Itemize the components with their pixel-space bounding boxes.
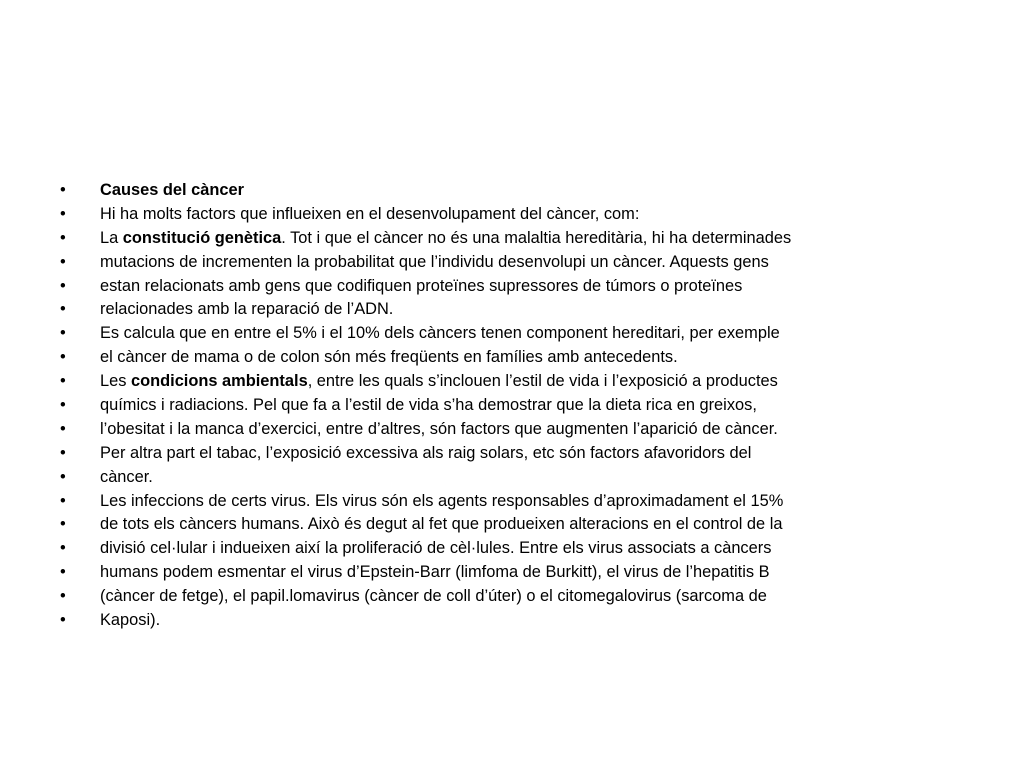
bullet-item (60, 298, 1000, 322)
bullet-text (100, 537, 771, 561)
bullet-item (60, 537, 1000, 561)
bullet-icon: • (60, 443, 66, 462)
text-segment: de tots els càncers humans. Això és degut al fet que produeixen alteracions en el control de la (100, 515, 783, 534)
text-segment: Es calcula que en entre el 5% i el 10% dels càncers tenen component hereditari, per exemple (100, 324, 780, 343)
bullet-item (60, 466, 1000, 490)
bullet-text (100, 418, 778, 442)
bullet-item (60, 203, 1000, 227)
bullet-icon: • (60, 587, 66, 606)
bullet-list (60, 179, 1000, 633)
bullet-text (100, 466, 153, 490)
text-segment: Kaposi). (100, 611, 161, 630)
text-segment: Per altra part el tabac, l’exposició excessiva als raig solars, etc són factors afavoridors del (100, 443, 752, 462)
bullet-item (60, 394, 1000, 418)
bullet-text (100, 585, 767, 609)
bullet-item (60, 251, 1000, 275)
text-segment: . Tot i que el càncer no és una malaltia hereditària, hi ha determinades (281, 228, 792, 247)
text-segment: Hi ha molts factors que influeixen en el desenvolupament del càncer, com: (100, 204, 640, 223)
bullet-icon: • (60, 204, 66, 223)
bold-text-segment: Causes del càncer (100, 181, 244, 199)
bullet-item (60, 179, 1000, 203)
bullet-icon: • (60, 228, 66, 247)
bullet-text (100, 251, 769, 275)
text-segment: estan relacionats amb gens que codifiquen proteïnes supressores de túmors o proteïnes (100, 276, 743, 295)
bullet-item (60, 370, 1000, 394)
bullet-item (60, 275, 1000, 299)
bullet-item (60, 513, 1000, 537)
text-segment: càncer. (100, 467, 153, 486)
bullet-item (60, 322, 1000, 346)
bullet-item (60, 442, 1000, 466)
bullet-text (100, 322, 780, 346)
text-segment: Les infeccions de certs virus. Els virus són els agents responsables d’aproximadament el 15% (100, 491, 784, 510)
bullet-icon: • (60, 563, 66, 582)
bullet-icon: • (60, 491, 66, 510)
bullet-item (60, 609, 1000, 633)
bullet-icon: • (60, 539, 66, 558)
bullet-text (100, 275, 742, 299)
bullet-icon: • (60, 300, 66, 319)
bullet-item (60, 561, 1000, 585)
bullet-item (60, 418, 1000, 442)
text-segment: humans podem esmentar el virus d’Epstein-Barr (limfoma de Burkitt), el virus de l’hepatitis B (100, 563, 770, 582)
bullet-text (100, 561, 770, 585)
bullet-icon: • (60, 276, 66, 295)
text-segment: Les (100, 372, 131, 391)
text-segment: (càncer de fetge), el papil.lomavirus (càncer de coll d’úter) o el citomegalovirus (sarcoma de (100, 587, 767, 606)
bullet-icon: • (60, 252, 66, 271)
bold-text-segment: constitució genètica (122, 228, 282, 247)
text-segment: relacionades amb la reparació de l’ADN. (100, 300, 394, 319)
bullet-text (100, 203, 639, 227)
bold-text-segment: condicions ambientals (130, 372, 308, 391)
text-segment: químics i radiacions. Pel que fa a l’estil de vida s’ha demostrar que la dieta rica en greixos, (100, 396, 757, 415)
text-segment: mutacions de incrementen la probabilitat que l’individu desenvolupi un càncer. Aquests gens (100, 252, 769, 271)
bullet-icon: • (60, 515, 66, 534)
bullet-icon: • (60, 324, 66, 343)
bullet-text (100, 179, 244, 203)
bullet-item (60, 490, 1000, 514)
bullet-text (100, 513, 782, 537)
bullet-icon: • (60, 181, 66, 199)
bullet-icon: • (60, 372, 66, 391)
bullet-item (60, 346, 1000, 370)
bullet-item (60, 585, 1000, 609)
bullet-icon: • (60, 467, 66, 486)
text-segment: divisió cel·lular i indueixen així la proliferació de cèl·lules. Entre els virus associats a càncers (100, 539, 772, 558)
bullet-icon: • (60, 419, 66, 438)
bullet-item (60, 227, 1000, 251)
bullet-text (100, 394, 757, 418)
bullet-text (100, 609, 160, 633)
bullet-text (100, 227, 791, 251)
text-segment: l’obesitat i la manca d’exercici, entre d’altres, són factors que augmenten l’aparició de càncer. (100, 419, 778, 438)
bullet-text (100, 490, 783, 514)
text-segment: , entre les quals s’inclouen l’estil de vida i l’exposició a productes (307, 372, 778, 391)
bullet-icon: • (60, 611, 66, 630)
bullet-text (100, 298, 393, 322)
text-segment: La (100, 228, 123, 247)
bullet-text (100, 442, 751, 466)
bullet-icon: • (60, 396, 66, 415)
bullet-text (100, 370, 778, 394)
bullet-text (100, 346, 678, 370)
text-segment: el càncer de mama o de colon són més freqüents en famílies amb antecedents. (100, 348, 678, 367)
bullet-icon: • (60, 348, 66, 367)
